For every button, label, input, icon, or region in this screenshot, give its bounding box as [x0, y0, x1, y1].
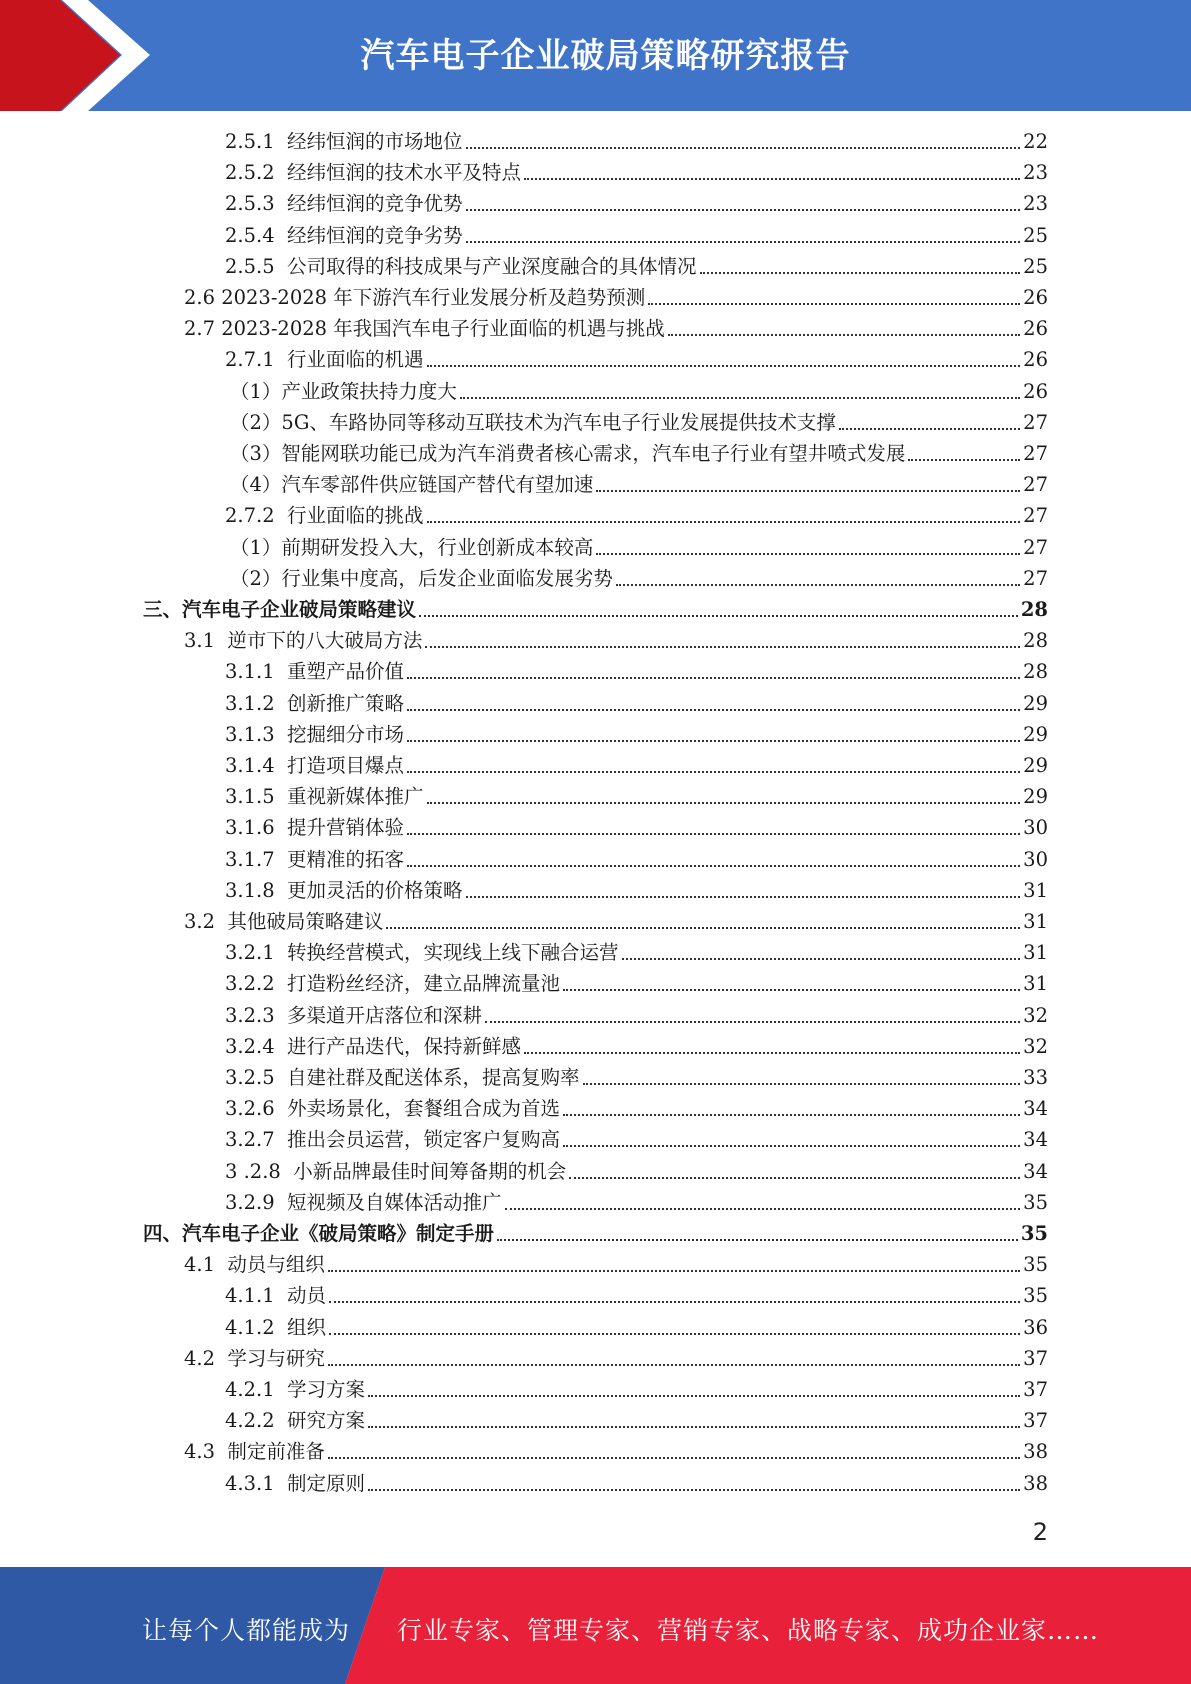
toc-leader-dots	[616, 584, 1020, 586]
toc-entry-page: 37	[1023, 1409, 1048, 1433]
toc-entry[interactable]	[225, 502, 1048, 530]
toc-entry[interactable]	[225, 690, 1048, 718]
toc-entry-page: 38	[1023, 1440, 1048, 1464]
toc-entry[interactable]	[184, 908, 1048, 936]
toc-entry-title: 3.2.3 多渠道开店落位和深耕	[225, 1003, 483, 1027]
toc-entry-page: 26	[1023, 286, 1048, 309]
toc-entry[interactable]	[225, 1002, 1048, 1030]
toc-entry-title: 3.2.7 推出会员运营，锁定客户复购高	[225, 1128, 561, 1152]
toc-entry-page: 36	[1023, 1315, 1048, 1339]
toc-entry[interactable]	[230, 471, 1048, 499]
toc-entry-title: 4.3.1 制定原则	[225, 1471, 366, 1495]
toc-entry-title: （4）汽车零部件供应链国产替代有望加速	[230, 473, 594, 497]
toc-leader-dots	[329, 1333, 1020, 1335]
toc-entry[interactable]	[225, 970, 1048, 998]
toc-entry-title: 3.2.4 进行产品迭代，保持新鲜感	[225, 1034, 522, 1058]
toc-entry[interactable]	[225, 658, 1048, 686]
toc-entry[interactable]	[225, 1407, 1048, 1435]
toc-entry-title: 3.1.4 打造项目爆点	[225, 754, 405, 777]
toc-entry-page: 25	[1023, 254, 1048, 278]
toc-leader-dots	[427, 802, 1021, 804]
toc-entry-page: 35	[1023, 1253, 1048, 1277]
toc-entry[interactable]	[225, 814, 1048, 842]
toc-entry-title: 4.1.1 动员	[225, 1284, 327, 1308]
toc-entry[interactable]	[230, 409, 1048, 437]
toc-entry-title: 3.2.5 自建社群及配送体系，提高复购率	[225, 1066, 580, 1089]
toc-entry-title: （2）行业集中度高，后发企业面临发展劣势	[230, 566, 613, 590]
toc-entry-page: 23	[1023, 192, 1048, 216]
toc-leader-dots	[622, 958, 1021, 960]
toc-entry[interactable]	[184, 1251, 1048, 1279]
toc-entry-page: 31	[1023, 972, 1048, 996]
toc-entry-title: 2.5.1 经纬恒润的市场地位	[225, 130, 463, 153]
toc-entry[interactable]	[225, 1470, 1048, 1498]
toc-entry-page: 34	[1023, 1097, 1048, 1121]
toc-entry[interactable]	[143, 1220, 1048, 1248]
toc-entry-page: 27	[1023, 410, 1048, 434]
toc-entry-page: 38	[1023, 1471, 1048, 1495]
toc-leader-dots	[368, 1489, 1020, 1491]
toc-leader-dots	[427, 365, 1021, 367]
toc-entry[interactable]	[225, 783, 1048, 811]
toc-entry-title: 3.1.2 创新推广策略	[225, 691, 405, 715]
toc-entry-title: 2.5.5 公司取得的科技成果与产业深度融合的具体情况	[225, 254, 697, 278]
toc-entry-title: （3）智能网联功能已成为汽车消费者核心需求，汽车电子行业有望井喷式发展	[230, 442, 906, 465]
toc-entry[interactable]	[225, 846, 1048, 874]
toc-leader-dots	[563, 989, 1020, 991]
toc-entry-page: 31	[1023, 941, 1048, 965]
toc-entry-page: 37	[1023, 1346, 1048, 1370]
toc-entry-title: 3 .2.8 小新品牌最佳时间筹备期的机会	[225, 1159, 567, 1183]
toc-leader-dots	[466, 209, 1021, 211]
toc-leader-dots	[407, 677, 1020, 679]
toc-entry-title: 4.3 制定前准备	[184, 1440, 325, 1464]
toc-entry-title: （1）产业政策扶持力度大	[230, 379, 457, 403]
toc-entry-page: 23	[1023, 161, 1048, 185]
toc-entry-title: （1）前期研发投入大，行业创新成本较高	[230, 535, 594, 559]
toc-entry[interactable]	[184, 1345, 1048, 1373]
toc-entry-title: 2.5.4 经纬恒润的竞争劣势	[225, 223, 463, 247]
toc-leader-dots	[407, 771, 1020, 773]
toc-entry-title: 4.2.2 研究方案	[225, 1409, 366, 1433]
toc-entry-page: 35	[1023, 1284, 1048, 1308]
toc-leader-dots	[407, 709, 1020, 711]
toc-entry[interactable]	[225, 1282, 1048, 1310]
toc-entry-page: 30	[1023, 816, 1048, 840]
toc-entry-title: 2.7.2 行业面临的挑战	[225, 504, 424, 528]
toc-entry[interactable]	[225, 159, 1048, 187]
toc-leader-dots	[563, 1145, 1020, 1147]
toc-entry-page: 29	[1023, 785, 1048, 809]
toc-entry-page: 27	[1023, 566, 1048, 590]
toc-entry-title: 3.1.3 挖掘细分市场	[225, 722, 405, 746]
toc-entry[interactable]	[184, 1438, 1048, 1466]
toc-entry[interactable]	[225, 128, 1048, 156]
toc-leader-dots	[425, 646, 1020, 648]
toc-leader-dots	[328, 1364, 1020, 1366]
toc-entry-title: 3.1 逆市下的八大破局方法	[184, 629, 423, 653]
toc-entry-title: 4.2 学习与研究	[184, 1346, 325, 1370]
toc-leader-dots	[908, 459, 1020, 461]
toc-entry[interactable]	[225, 1158, 1048, 1186]
toc-leader-dots	[466, 896, 1021, 898]
toc-entry[interactable]	[225, 939, 1048, 967]
toc-entry-page: 26	[1023, 379, 1048, 403]
toc-entry-page: 27	[1023, 473, 1048, 497]
toc-entry-title: 2.5.3 经纬恒润的竞争优势	[225, 192, 463, 216]
footer-slogan-right: 行业专家、管理专家、营销专家、战略专家、成功企业家……	[397, 1616, 1100, 1645]
toc-entry-page: 29	[1023, 754, 1048, 777]
toc-leader-dots	[485, 1021, 1020, 1023]
toc-leader-dots	[460, 397, 1020, 399]
toc-entry-page: 28	[1020, 598, 1048, 621]
toc-leader-dots	[368, 1426, 1020, 1428]
toc-entry-page: 33	[1023, 1066, 1048, 1089]
toc-entry-page: 26	[1023, 317, 1048, 341]
toc-entry[interactable]	[225, 190, 1048, 218]
toc-entry-page: 34	[1023, 1128, 1048, 1152]
toc-leader-dots	[700, 272, 1021, 274]
toc-entry-page: 35	[1020, 1222, 1048, 1245]
toc-entry-title: 3.1.8 更加灵活的价格策略	[225, 878, 463, 902]
toc-entry-page: 31	[1023, 878, 1048, 902]
toc-entry[interactable]	[225, 222, 1048, 250]
toc-entry-page: 26	[1023, 348, 1048, 372]
toc-entry-title: 2.7.1 行业面临的机遇	[225, 348, 424, 372]
toc-leader-dots	[524, 1052, 1020, 1054]
toc-entry-title: 3.2.1 转换经营模式，实现线上线下融合运营	[225, 941, 619, 965]
toc-entry[interactable]	[225, 1064, 1048, 1092]
toc-leader-dots	[466, 147, 1021, 149]
toc-entry-title: 四、汽车电子企业《破局策略》制定手册	[143, 1222, 495, 1245]
toc-leader-dots	[407, 865, 1020, 867]
toc-entry[interactable]	[225, 253, 1048, 281]
toc-entry-title: 2.7 2023-2028 年我国汽车电子行业面临的机遇与挑战	[184, 317, 665, 341]
toc-entry-title: 4.2.1 学习方案	[225, 1378, 366, 1401]
toc-entry-page: 37	[1023, 1378, 1048, 1401]
toc-entry-title: 3.1.1 重塑产品价值	[225, 660, 405, 684]
page-header	[0, 0, 1191, 111]
toc-leader-dots	[466, 241, 1021, 243]
toc-entry[interactable]	[184, 284, 1048, 312]
toc-leader-dots	[328, 1270, 1020, 1272]
toc-entry[interactable]	[225, 721, 1048, 749]
toc-entry-page: 27	[1023, 442, 1048, 465]
toc-entry-page: 30	[1023, 847, 1048, 871]
toc-entry[interactable]	[225, 1095, 1048, 1123]
toc-leader-dots	[329, 1301, 1020, 1303]
toc-entry-title: 4.1 动员与组织	[184, 1253, 325, 1277]
toc-entry-title: 3.2.2 打造粉丝经济，建立品牌流量池	[225, 972, 561, 996]
page-number: 2	[1032, 1518, 1048, 1546]
toc-entry-page: 22	[1023, 130, 1048, 153]
toc-entry-title: 2.5.2 经纬恒润的技术水平及特点	[225, 161, 522, 185]
toc-entry-title: 三、汽车电子企业破局策略建议	[143, 598, 417, 621]
toc-leader-dots	[386, 927, 1020, 929]
toc-entry-page: 35	[1023, 1190, 1048, 1214]
toc-leader-dots	[328, 1457, 1020, 1459]
toc-entry-title: （2）5G、车路协同等移动互联技术为汽车电子行业发展提供技术支撑	[230, 410, 836, 434]
toc-entry[interactable]	[225, 1126, 1048, 1154]
toc-entry-page: 29	[1023, 722, 1048, 746]
toc-leader-dots	[839, 428, 1020, 430]
toc-entry-page: 28	[1023, 629, 1048, 653]
page-footer	[0, 1567, 1191, 1684]
toc-entry-page: 31	[1023, 910, 1048, 933]
toc-entry-title: 3.1.5 重视新媒体推广	[225, 785, 424, 809]
toc-entry[interactable]	[230, 378, 1048, 406]
toc-leader-dots	[668, 334, 1020, 336]
toc-entry-page: 32	[1023, 1003, 1048, 1027]
toc-entry-title: 4.1.2 组织	[225, 1315, 327, 1339]
toc-entry-page: 27	[1023, 535, 1048, 559]
header-title: 汽车电子企业破局策略研究报告	[360, 36, 851, 76]
toc-entry-page: 27	[1023, 504, 1048, 528]
toc-entry[interactable]	[225, 1376, 1048, 1404]
toc-leader-dots	[596, 490, 1020, 492]
toc-leader-dots	[368, 1395, 1020, 1397]
toc-entry[interactable]	[225, 346, 1048, 374]
toc-leader-dots	[505, 1208, 1021, 1210]
toc-entry[interactable]	[184, 627, 1048, 655]
toc-entry[interactable]	[143, 596, 1048, 624]
toc-entry-title: 2.6 2023-2028 年下游汽车行业发展分析及趋势预测	[184, 286, 646, 309]
footer-slogan-left: 让每个人都能成为	[142, 1616, 351, 1645]
toc-entry-title: 3.2.6 外卖场景化，套餐组合成为首选	[225, 1097, 561, 1121]
toc-entry-page: 28	[1023, 660, 1048, 684]
toc-entry-page: 34	[1023, 1159, 1048, 1183]
toc-entry-title: 3.1.6 提升营销体验	[225, 816, 405, 840]
toc-leader-dots	[596, 553, 1020, 555]
toc-entry-title: 3.2 其他破局策略建议	[184, 910, 384, 933]
toc-leader-dots	[563, 1114, 1020, 1116]
toc-entry-title: 3.1.7 更精准的拓客	[225, 847, 405, 871]
toc-entry-title: 3.2.9 短视频及自媒体活动推广	[225, 1190, 502, 1214]
toc-leader-dots	[569, 1177, 1020, 1179]
toc-entry[interactable]	[230, 565, 1048, 593]
toc-entry[interactable]	[225, 1189, 1048, 1217]
toc-entry-page: 25	[1023, 223, 1048, 247]
toc-entry[interactable]	[225, 1314, 1048, 1342]
toc-entry[interactable]	[225, 752, 1048, 780]
toc-leader-dots	[524, 178, 1020, 180]
toc-leader-dots	[583, 1083, 1021, 1085]
toc-entry[interactable]	[230, 534, 1048, 562]
toc-leader-dots	[648, 303, 1020, 305]
toc-entry[interactable]	[184, 315, 1048, 343]
toc-leader-dots	[497, 1239, 1018, 1241]
toc-leader-dots	[407, 740, 1020, 742]
toc-entry[interactable]	[230, 440, 1048, 468]
toc-entry[interactable]	[225, 1033, 1048, 1061]
toc-leader-dots	[427, 521, 1021, 523]
toc-entry-page: 29	[1023, 691, 1048, 715]
toc-entry-page: 32	[1023, 1034, 1048, 1058]
toc-entry[interactable]	[225, 877, 1048, 905]
toc-leader-dots	[419, 615, 1018, 617]
toc-leader-dots	[407, 833, 1020, 835]
